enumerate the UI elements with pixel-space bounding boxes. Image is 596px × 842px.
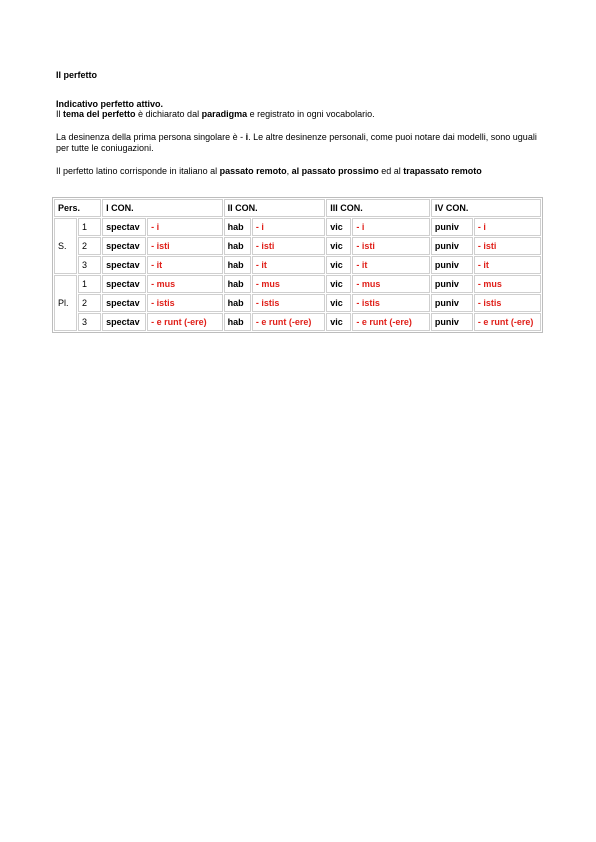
section-heading: Indicativo perfetto attivo. <box>56 99 164 109</box>
verb-stem: spectav <box>102 256 146 274</box>
person-number: 2 <box>78 294 101 312</box>
text: Il <box>56 109 64 119</box>
verb-stem: puniv <box>431 256 473 274</box>
verb-ending: - isti <box>147 237 222 255</box>
verb-stem: puniv <box>431 294 473 312</box>
table-row <box>54 275 541 293</box>
table-row <box>54 294 541 312</box>
number-label: S. <box>54 218 77 274</box>
verb-stem: vic <box>326 218 351 236</box>
verb-stem: spectav <box>102 294 146 312</box>
verb-ending: - istis <box>147 294 222 312</box>
table-row <box>54 237 541 255</box>
verb-ending: - istis <box>352 294 430 312</box>
verb-ending: - istis <box>252 294 325 312</box>
person-number: 3 <box>78 256 101 274</box>
verb-stem: puniv <box>431 237 473 255</box>
verb-ending: - it <box>252 256 325 274</box>
bold-text: trapassato remoto <box>403 165 482 176</box>
person-number: 2 <box>78 237 101 255</box>
verb-ending: - it <box>352 256 430 274</box>
verb-stem: vic <box>326 294 351 312</box>
column-header: IV CON. <box>431 199 541 217</box>
column-header: II CON. <box>224 199 326 217</box>
column-header: Pers. <box>54 199 101 217</box>
column-header: III CON. <box>326 199 430 217</box>
verb-stem: hab <box>224 256 251 274</box>
verb-ending: - mus <box>147 275 222 293</box>
text: ed al <box>378 165 404 176</box>
paragraph-tema <box>56 109 544 121</box>
text: è dichiarato dal <box>135 109 202 119</box>
verb-ending: - mus <box>352 275 430 293</box>
verb-ending: - isti <box>474 237 541 255</box>
paragraph-desinenza <box>56 132 544 155</box>
verb-stem: hab <box>224 275 251 293</box>
verb-ending: - e runt (-ere) <box>474 313 541 331</box>
document-body <box>56 70 544 177</box>
verb-stem: vic <box>326 237 351 255</box>
person-number: 3 <box>78 313 101 331</box>
verb-ending: - it <box>147 256 222 274</box>
verb-stem: vic <box>326 313 351 331</box>
verb-stem: spectav <box>102 218 146 236</box>
page-title: Il perfetto <box>56 70 98 80</box>
verb-ending: - e runt (-ere) <box>252 313 325 331</box>
column-header: I CON. <box>102 199 222 217</box>
table-row <box>54 256 541 274</box>
text: La desinenza della prima persona singolare è - <box>56 131 246 142</box>
verb-ending: - isti <box>352 237 430 255</box>
bold-text: passato remoto <box>219 165 287 176</box>
verb-stem: puniv <box>431 313 473 331</box>
person-number: 1 <box>78 275 101 293</box>
bold-text: paradigma <box>201 109 248 119</box>
verb-ending: - e runt (-ere) <box>352 313 430 331</box>
verb-stem: puniv <box>431 218 473 236</box>
verb-stem: puniv <box>431 275 473 293</box>
verb-ending: - i <box>474 218 541 236</box>
table-row <box>54 313 541 331</box>
paragraph-corrispondenza <box>56 166 544 178</box>
verb-stem: vic <box>326 256 351 274</box>
verb-stem: spectav <box>102 313 146 331</box>
bold-text: al passato prossimo <box>291 165 379 176</box>
verb-stem: hab <box>224 237 251 255</box>
bold-text: tema del perfetto <box>63 109 136 119</box>
verb-stem: spectav <box>102 275 146 293</box>
verb-stem: hab <box>224 294 251 312</box>
verb-stem: spectav <box>102 237 146 255</box>
verb-stem: vic <box>326 275 351 293</box>
verb-ending: - it <box>474 256 541 274</box>
verb-ending: - mus <box>252 275 325 293</box>
verb-ending: - mus <box>474 275 541 293</box>
verb-stem: hab <box>224 313 251 331</box>
person-number: 1 <box>78 218 101 236</box>
table-row <box>54 218 541 236</box>
verb-ending: - isti <box>252 237 325 255</box>
table-header-row <box>54 199 541 217</box>
verb-ending: - e runt (-ere) <box>147 313 222 331</box>
text: , <box>286 165 292 176</box>
conjugation-table <box>52 197 543 333</box>
verb-stem: hab <box>224 218 251 236</box>
text: . Le altre desinenze personali, come puoi notare dai modelli, sono uguali per tutte le coniugazioni. <box>56 131 537 153</box>
text: e registrato in ogni vocabolario. <box>247 109 375 119</box>
bold-text: i <box>245 131 249 142</box>
verb-ending: - istis <box>474 294 541 312</box>
text: Il perfetto latino corrisponde in italiano al <box>56 165 220 176</box>
verb-ending: - i <box>252 218 325 236</box>
verb-ending: - i <box>352 218 430 236</box>
number-label: Pl. <box>54 275 77 331</box>
verb-ending: - i <box>147 218 222 236</box>
